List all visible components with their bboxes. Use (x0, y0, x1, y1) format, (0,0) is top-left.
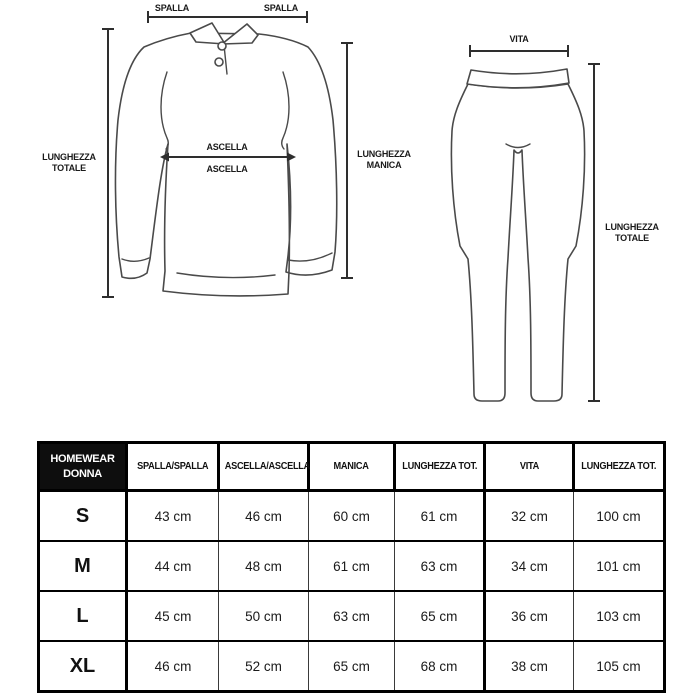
cell-m-ascella: 48 cm (219, 541, 309, 591)
pants-drawing (451, 69, 584, 401)
vita-label: VITA (509, 34, 529, 44)
cell-s-manica: 60 cm (309, 491, 395, 542)
header-ascella-label: ASCELLA/ASCELLA (224, 461, 311, 472)
cell-m-spalla: 44 cm (127, 541, 219, 591)
header-spalla-label: SPALLA/SPALLA (136, 461, 209, 472)
cell-m-lunghezza-tot: 63 cm (395, 541, 485, 591)
header-row (39, 443, 665, 491)
cell-xl-lunghezza-tot: 68 cm (395, 641, 485, 692)
cell-xl-ascella: 52 cm (219, 641, 309, 692)
cell-xl-lunghezza-tot-pants: 105 cm (574, 641, 665, 692)
header-spalla (127, 443, 219, 491)
cell-xl-manica: 65 cm (309, 641, 395, 692)
cell-l-vita: 36 cm (485, 591, 574, 641)
header-vita-label: VITA (519, 461, 539, 472)
table-title: HOMEWEAR DONNA (39, 443, 127, 491)
size-row-m (39, 541, 665, 591)
vita-measure-line (470, 45, 568, 57)
ascella-label-bottom: ASCELLA (206, 164, 248, 174)
size-label-s: S (39, 491, 127, 542)
header-ascella (219, 443, 309, 491)
cell-l-spalla: 45 cm (127, 591, 219, 641)
shirt-length-label-line1: LUNGHEZZA (42, 152, 96, 162)
pants-outline (451, 84, 584, 401)
button-bottom (215, 58, 223, 66)
spalla-label-right: SPALLA (263, 3, 299, 13)
cell-l-ascella: 50 cm (219, 591, 309, 641)
header-lunghezza-tot-shirt (395, 443, 485, 491)
size-label-l: L (39, 591, 127, 641)
sleeve-length-label-line2: MANICA (366, 160, 402, 170)
cell-s-spalla: 43 cm (127, 491, 219, 542)
sleeve-length-measure-line (341, 43, 353, 278)
size-table (37, 441, 666, 693)
spalla-label-left: SPALLA (154, 3, 190, 13)
cell-m-lunghezza-tot-pants: 101 cm (574, 541, 665, 591)
header-manica (309, 443, 395, 491)
button-top (218, 42, 226, 50)
pants-length-label-line2: TOTALE (615, 233, 649, 243)
shirt-drawing (115, 23, 336, 296)
pants-waistband (467, 69, 569, 88)
cell-xl-vita: 38 cm (485, 641, 574, 692)
cell-s-lunghezza-tot: 61 cm (395, 491, 485, 542)
pants-length-measure-line (588, 64, 600, 401)
cell-s-lunghezza-tot-pants: 100 cm (574, 491, 665, 542)
size-row-l (39, 591, 665, 641)
ascella-label-top: ASCELLA (206, 142, 248, 152)
pants-length-label-line1: LUNGHEZZA (605, 222, 659, 232)
sleeve-length-label-line1: LUNGHEZZA (357, 149, 411, 159)
size-row-s (39, 491, 665, 542)
size-row-xl (39, 641, 665, 692)
size-label-m: M (39, 541, 127, 591)
size-label-xl: XL (39, 641, 127, 692)
cell-l-manica: 63 cm (309, 591, 395, 641)
header-lunghezza-tot-pants-label: LUNGHEZZA TOT. (581, 461, 657, 472)
cell-l-lunghezza-tot: 65 cm (395, 591, 485, 641)
cell-m-manica: 61 cm (309, 541, 395, 591)
cell-s-vita: 32 cm (485, 491, 574, 542)
cell-l-lunghezza-tot-pants: 103 cm (574, 591, 665, 641)
shirt-length-label-line2: TOTALE (52, 163, 86, 173)
cell-xl-spalla: 46 cm (127, 641, 219, 692)
header-manica-label: MANICA (333, 461, 370, 472)
cell-m-vita: 34 cm (485, 541, 574, 591)
shirt-length-measure-line (102, 29, 114, 297)
header-lunghezza-tot-shirt-label: LUNGHEZZA TOT. (402, 461, 477, 472)
cell-s-ascella: 46 cm (219, 491, 309, 542)
header-lunghezza-tot-pants (574, 443, 665, 491)
header-vita (485, 443, 574, 491)
